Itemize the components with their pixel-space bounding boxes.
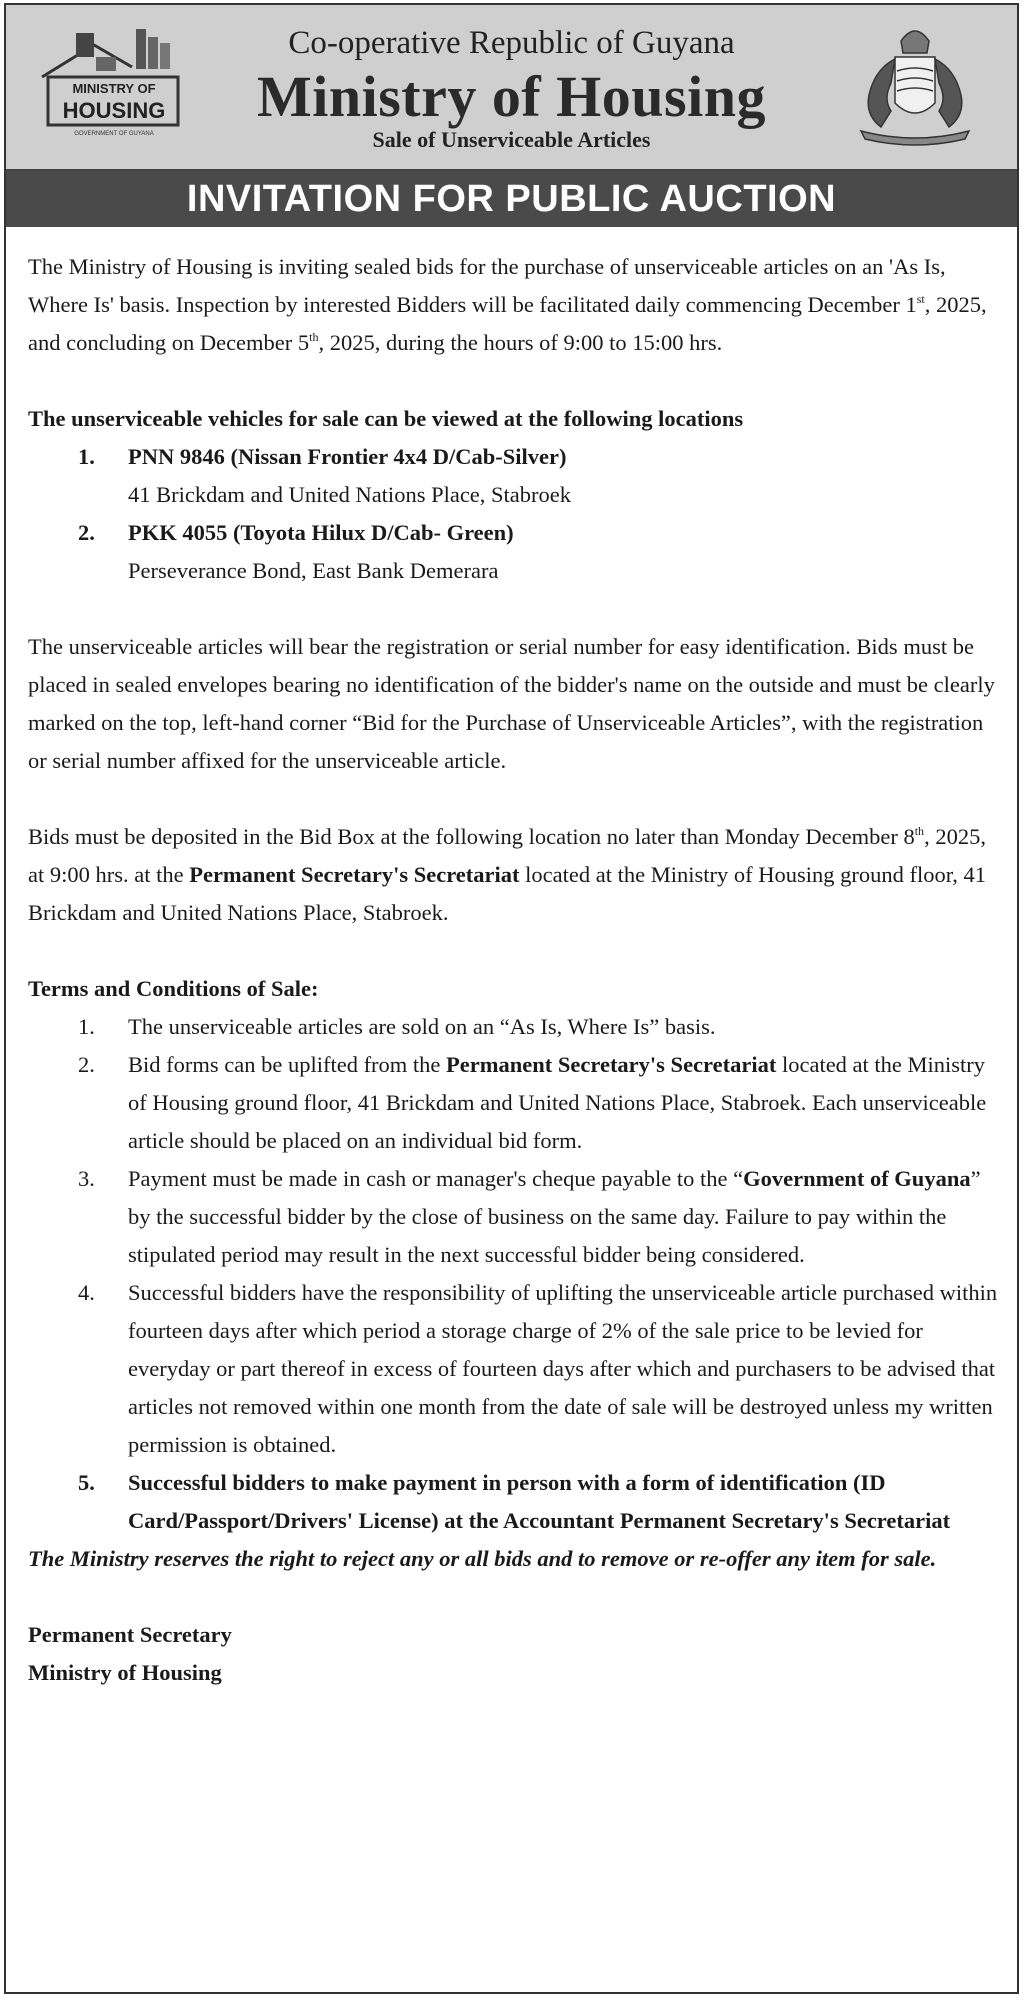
deposit-paragraph: Bids must be deposited in the Bid Box at the following location no later than Monday December 8th, 2025, at 9:00 hrs. at the Permanent Secretary's Secretariat located at the Ministry of Housing ground floor, 41 Brickdam and United Nations Place, Stabroek. <box>28 824 987 925</box>
vehicles-list <box>28 438 1003 590</box>
term-item: 2. Bid forms can be uplifted from the Permanent Secretary's Secretariat located at the Ministry of Housing ground floor, 41 Brickdam and United Nations Place, Stabroek. Each unserviceable article should be placed on an individual bid form. <box>78 1052 987 1153</box>
intro-paragraph: The Ministry of Housing is inviting sealed bids for the purchase of unserviceable articles on an 'As Is, Where Is' basis. Inspection by interested Bidders will be facilitated daily commencing December 1st, 2025, and concluding on December 5th, 2025, during the hours of 9:00 to 15:00 hrs. <box>28 254 987 355</box>
notice-subtitle: Sale of Unserviceable Articles <box>372 127 651 152</box>
coat-of-arms-icon <box>855 19 975 149</box>
vehicle-item: 1. PNN 9846 (Nissan Frontier 4x4 D/Cab-Silver) 41 Brickdam and United Nations Place, Stabroek <box>28 438 1003 514</box>
term-item: 4. Successful bidders have the responsibility of uplifting the unserviceable article purchased within fourteen days after which period a storage charge of 2% of the sale price to be levied for everyday or part thereof in excess of fourteen days after which and purchasers to be advised that articles not removed within one month from the date of sale will be destroyed unless my written permission is obtained. <box>78 1280 998 1457</box>
country-name: Co-operative Republic of Guyana <box>288 25 735 61</box>
ministry-name: Ministry of Housing <box>257 64 766 129</box>
terms-heading: Terms and Conditions of Sale: <box>28 976 319 1001</box>
term-item: 3. Payment must be made in cash or manager's cheque payable to the “Government of Guyana” by the successful bidder by the close of business on the same day. Failure to pay within the stipulated period may result in the next successful bidder being considered. <box>78 1166 981 1267</box>
term-item: 5. Successful bidders to make payment in person with a form of identification (ID Card/Passport/Drivers' License) at the Accountant Permanent Secretary's Secretariat <box>78 1470 951 1533</box>
signature-title: Permanent Secretary <box>28 1622 232 1647</box>
logo-text-small: GOVERNMENT OF GUYANA <box>74 131 154 137</box>
identification-paragraph: The unserviceable articles will bear the registration or serial number for easy identification. Bids must be placed in sealed envelopes bearing no identification of the bidder's name on the outside and must be clearly marked on the top, left-hand corner “Bid for the Purchase of Unserviceable Articles”, with the registration or serial number affixed for the unserviceable article. <box>28 634 995 773</box>
vehicle-location: 41 Brickdam and United Nations Place, Stabroek <box>128 482 572 507</box>
vehicles-heading: The unserviceable vehicles for sale can be viewed at the following locations <box>28 406 744 431</box>
invitation-banner: INVITATION FOR PUBLIC AUCTION <box>6 171 1017 227</box>
logo-text-main: HOUSING <box>62 98 166 123</box>
vehicle-location: Perseverance Bond, East Bank Demerara <box>128 558 499 583</box>
notice-header <box>6 5 1017 171</box>
signature-org: Ministry of Housing <box>28 1660 222 1685</box>
term-item: 1. The unserviceable articles are sold on an “As Is, Where Is” basis. <box>78 1014 716 1039</box>
vehicle-item: 2. PKK 4055 (Toyota Hilux D/Cab- Green) Perseverance Bond, East Bank Demerara <box>28 514 1003 590</box>
reservation-statement: The Ministry reserves the right to reject any or all bids and to remove or re-offer any item for sale. <box>28 1546 937 1571</box>
vehicle-title: PNN 9846 (Nissan Frontier 4x4 D/Cab-Silver) <box>128 444 567 469</box>
notice-frame <box>4 3 1019 1994</box>
logo-text-top: MINISTRY OF <box>72 81 156 96</box>
notice-body <box>28 248 1003 1692</box>
terms-list <box>28 1008 1003 1540</box>
vehicle-title: PKK 4055 (Toyota Hilux D/Cab- Green) <box>128 520 514 545</box>
